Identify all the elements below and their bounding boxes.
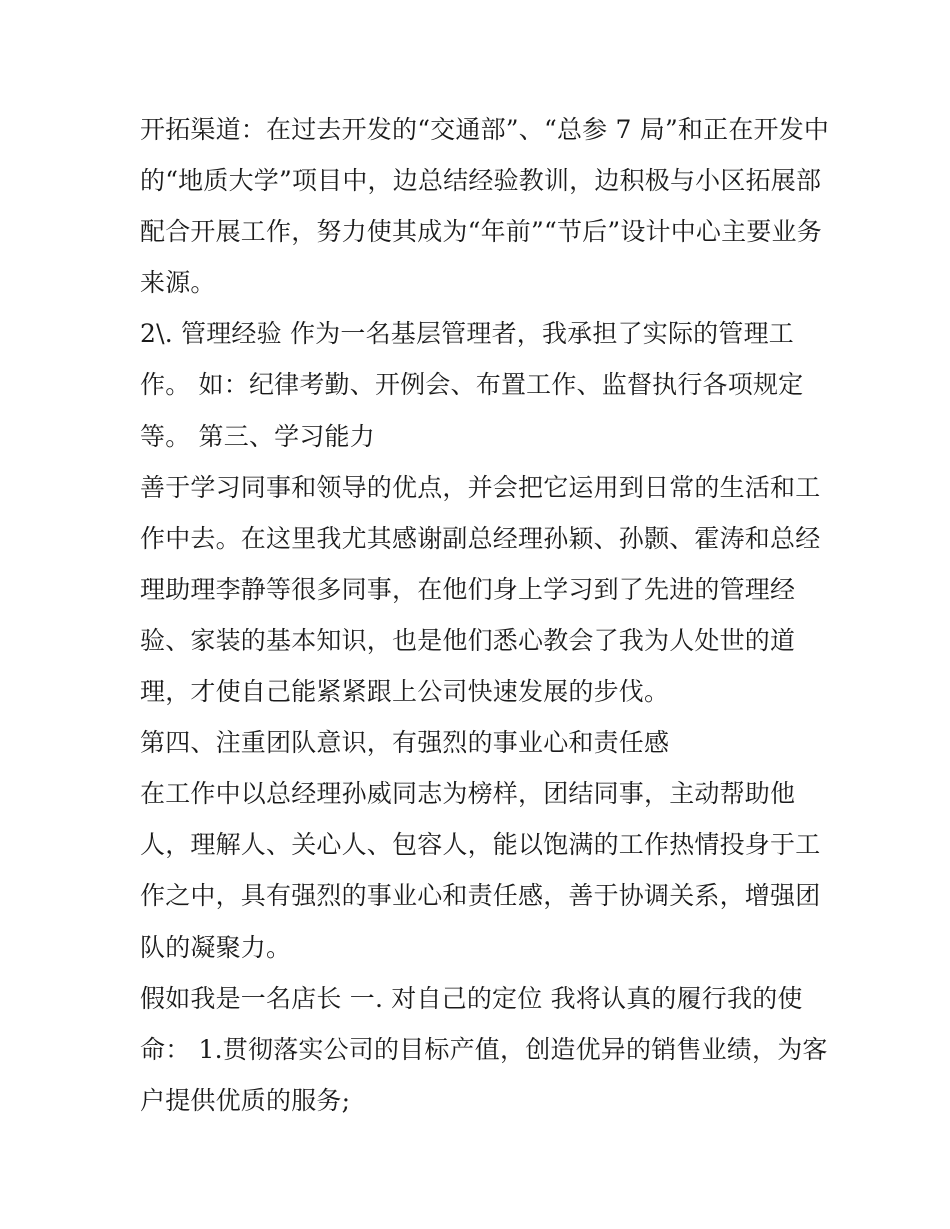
text-line-15: 人，理解人、关心人、包容人，能以饱满的工作热情投身于工 — [140, 830, 821, 860]
text-line-17: 队的凝聚力。 — [140, 932, 292, 962]
text-line-16: 作之中，具有强烈的事业心和责任感，善于协调关系，增强团 — [140, 881, 821, 911]
text-line-13: 第四、注重团队意识，有强烈的事业心和责任感 — [140, 728, 670, 758]
text-line-6: 作。 如：纪律考勤、开例会、布置工作、监督执行各项规定 — [140, 370, 804, 400]
text-line-5: 2\. 管理经验 作为一名基层管理者，我承担了实际的管理工 — [140, 319, 794, 349]
text-line-9: 作中去。在这里我尤其感谢副总经理孙颖、孙颢、霍涛和总经 — [140, 523, 821, 553]
document-body — [140, 104, 830, 1126]
text-line-20: 户提供优质的服务; — [140, 1085, 351, 1115]
text-line-14: 在工作中以总经理孙威同志为榜样，团结同事，主动帮助他 — [140, 779, 796, 809]
text-line-12: 理，才使自己能紧紧跟上公司快速发展的步伐。 — [140, 677, 670, 707]
text-line-4: 来源。 — [140, 268, 216, 298]
text-line-11: 验、家装的基本知识，也是他们悉心教会了我为人处世的道 — [140, 625, 796, 655]
text-line-3: 配合开展工作，努力使其成为“年前”“节后”设计中心主要业务 — [140, 217, 822, 247]
text-line-19: 命： 1.贯彻落实公司的目标产值，创造优异的销售业绩，为客 — [140, 1034, 828, 1064]
text-line-18: 假如我是一名店长 一. 对自己的定位 我将认真的履行我的使 — [140, 983, 803, 1013]
text-line-8: 善于学习同事和领导的优点，并会把它运用到日常的生活和工 — [140, 472, 821, 502]
text-line-2: 的“地质大学”项目中，边总结经验教训，边积极与小区拓展部 — [140, 166, 822, 196]
text-line-7: 等。 第三、学习能力 — [140, 421, 375, 451]
text-line-1: 开拓渠道：在过去开发的“交通部”、“总参 7 局”和正在开发中 — [140, 115, 830, 144]
text-line-10: 理助理李静等很多同事，在他们身上学习到了先进的管理经 — [140, 574, 796, 604]
